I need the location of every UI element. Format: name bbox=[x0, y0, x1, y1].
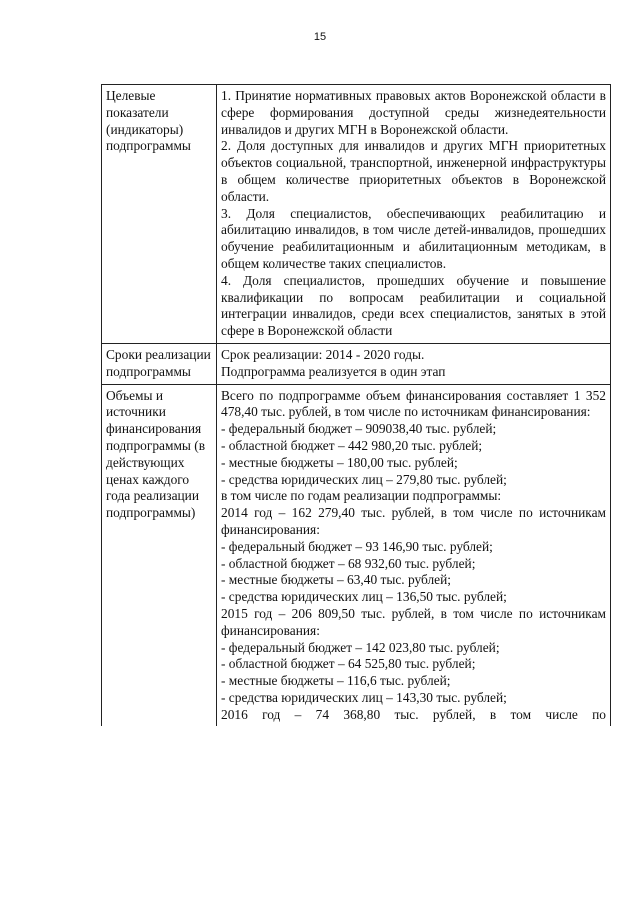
page-number: 15 bbox=[313, 31, 327, 43]
indicator-item: 1. Принятие нормативных правовых актов Воронежской области в сфере формирования доступной среды жизнедеятельности инвалидов и других МГН в Воронежской области. bbox=[221, 88, 606, 137]
table-row bbox=[102, 384, 611, 726]
row-label-terms: Сроки реализации подпрограммы bbox=[102, 343, 217, 384]
financing-source: - областной бюджет – 442 980,20 тыс. рублей; bbox=[221, 437, 483, 453]
row-label-indicators: Целевые показатели (индикаторы) подпрограммы bbox=[102, 85, 217, 344]
subprogram-passport-table bbox=[101, 84, 611, 726]
financing-year-2016: 2016 год – 74 368,80 тыс. рублей, в том числе по bbox=[221, 706, 606, 722]
table-row bbox=[102, 85, 611, 344]
financing-by-years-intro: в том числе по годам реализации подпрограммы: bbox=[221, 488, 502, 504]
financing-year-2014: 2014 год – 162 279,40 тыс. рублей, в том числе по источникам финансирования: bbox=[221, 505, 606, 537]
indicator-item: 4. Доля специалистов, прошедших обучение и повышение квалификации по вопросам реабилитации и социальной интеграции инвалидов, среди всех специалистов, занятых в этой сфере в Воронежской области bbox=[221, 272, 606, 339]
financing-source: - федеральный бюджет – 909038,40 тыс. рублей; bbox=[221, 421, 497, 437]
row-content-terms bbox=[217, 343, 611, 384]
financing-source-2014: - местные бюджеты – 63,40 тыс. рублей; bbox=[221, 572, 452, 588]
indicator-item: 3. Доля специалистов, обеспечивающих реабилитацию и абилитацию инвалидов, в том числе детей-инвалидов, прошедших обучение реабилитационным и абилитационным методикам, в общем количестве таких специалистов. bbox=[221, 205, 606, 271]
indicator-item: 2. Доля доступных для инвалидов и других МГН приоритетных объектов социальной, транспортной, инженерной инфраструктуры в общем количестве приоритетных объектов в Воронежской области. bbox=[221, 138, 606, 204]
table-row bbox=[102, 343, 611, 384]
financing-source: - местные бюджеты – 180,00 тыс. рублей; bbox=[221, 454, 458, 470]
financing-source-2014: - федеральный бюджет – 93 146,90 тыс. рублей; bbox=[221, 538, 493, 554]
row-content-financing bbox=[217, 384, 611, 726]
financing-source-2014: - средства юридических лиц – 136,50 тыс. рублей; bbox=[221, 589, 507, 605]
row-content-indicators bbox=[217, 85, 611, 344]
financing-source-2014: - областной бюджет – 68 932,60 тыс. рублей; bbox=[221, 555, 476, 571]
term-line: Подпрограмма реализуется в один этап bbox=[221, 363, 446, 379]
row-label-financing: Объемы и источники финансирования подпрограммы (в действующих ценах каждого года реализации подпрограммы) bbox=[102, 384, 217, 726]
financing-year-2015: 2015 год – 206 809,50 тыс. рублей, в том числе по источникам финансирования: bbox=[221, 605, 606, 638]
financing-source-2015: - федеральный бюджет – 142 023,80 тыс. рублей; bbox=[221, 639, 500, 655]
financing-source-2015: - местные бюджеты – 116,6 тыс. рублей; bbox=[221, 673, 451, 689]
financing-total: Всего по подпрограмме объем финансирования составляет 1 352 478,40 тыс. рублей, в том числе по источникам финансирования: bbox=[221, 387, 606, 420]
term-line: Срок реализации: 2014 - 2020 годы. bbox=[221, 346, 425, 362]
financing-source-2015: - областной бюджет – 64 525,80 тыс. рублей; bbox=[221, 656, 476, 672]
financing-source-2015: - средства юридических лиц – 143,30 тыс. рублей; bbox=[221, 689, 507, 705]
financing-source: - средства юридических лиц – 279,80 тыс. рублей; bbox=[221, 471, 507, 487]
